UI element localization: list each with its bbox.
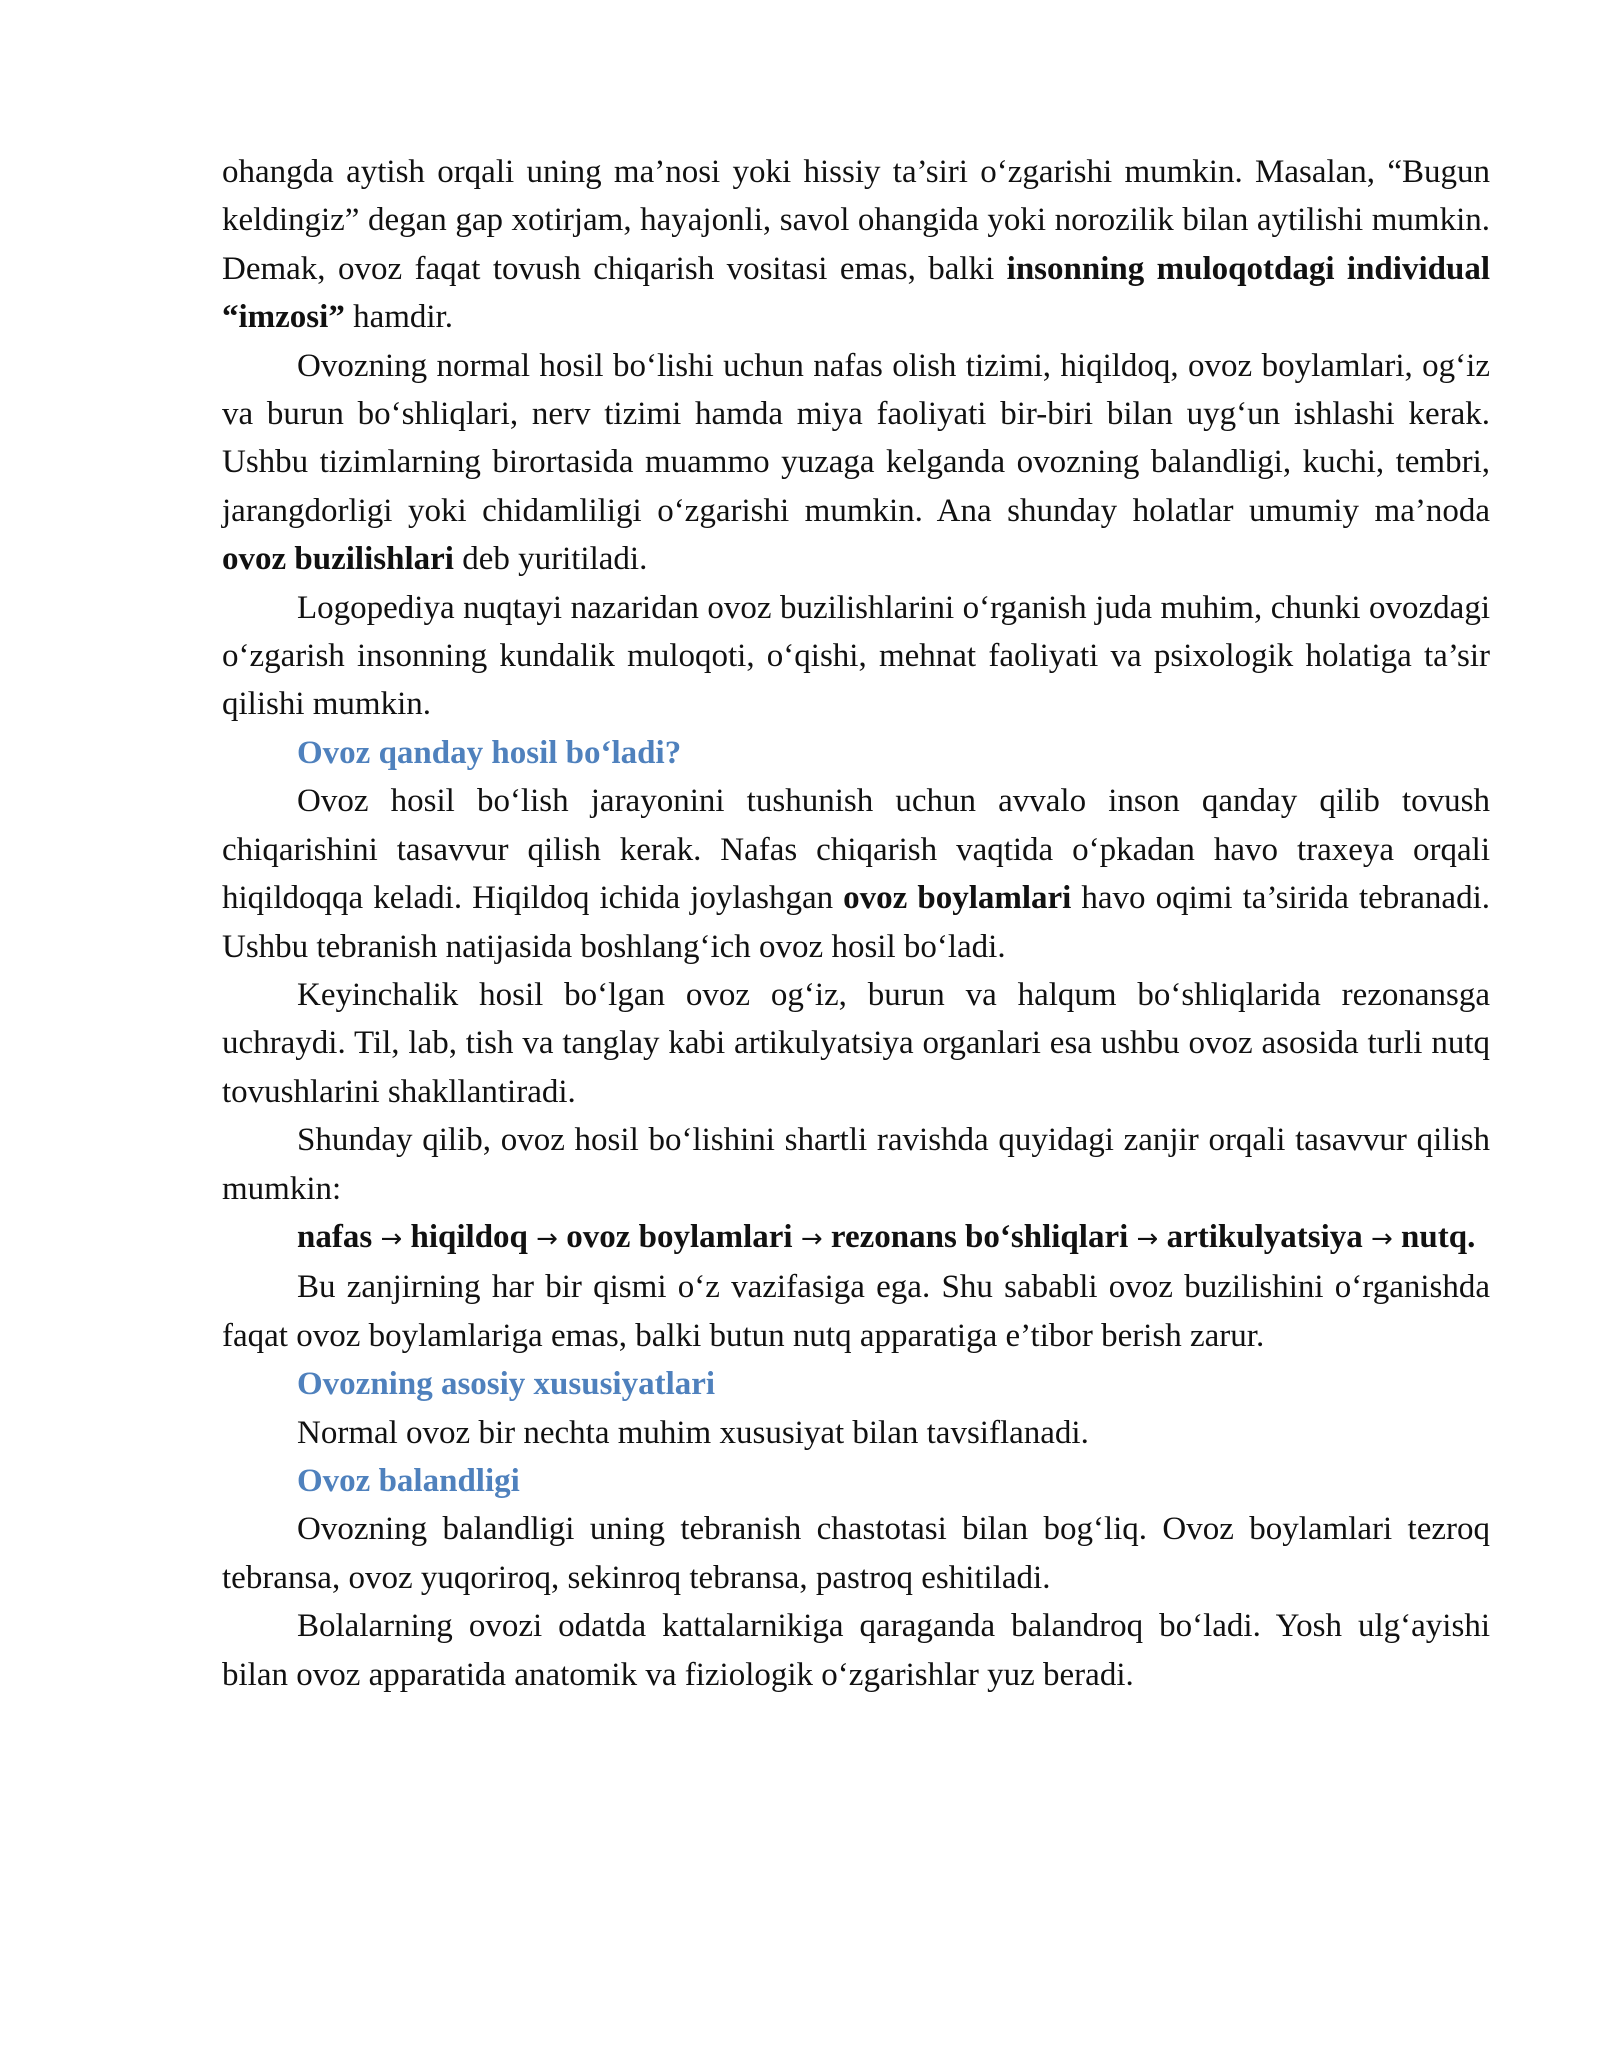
paragraph-4-text-a: Ovoz hosil bo‘lish jarayonini tushunish uchun avvalo inson qanday qilib tovush chiqarishini tasavvur qilish kerak. Nafas chiqarish vaqtida o‘pkadan havo traxeya orqali hiqildoqqa keladi. Hiqildoq ichida joylashgan [222,783,1490,917]
paragraph-2-bold: ovoz buzilishlari [222,541,454,578]
section-heading-voice-properties: Ovozning asosiy xususiyatlari [297,1366,716,1403]
paragraph-5: Keyinchalik hosil bo‘lgan ovoz og‘iz, burun va halqum bo‘shliqlarida rezonansga uchraydi. Til, lab, tish va tanglay kabi artikulyatsiya organlari esa ushbu ovoz asosida turli nutq tovushlarini shakllantiradi. [222,976,1490,1110]
chain-item-articulation: artikulyatsiya [1166,1218,1363,1255]
arrow-icon: → [1136,1223,1159,1254]
arrow-icon: → [1371,1223,1393,1254]
arrow-icon: → [380,1223,403,1254]
paragraph-3: Logopediya nuqtayi nazaridan ovoz buzilishlarini o‘rganish juda muhim, chunki ovozdagi o‘zgarish insonning kundalik muloqoti, o‘qishi, mehnat faoliyati va psixologik holatiga ta’sir qilishi mumkin. [222,589,1490,723]
paragraph-1-text-a: ohangda aytish orqali uning ma’nosi yoki hissiy ta’siri o‘zgarishi mumkin. Masalan, “Bugun keldingiz” degan gap xotirjam, hayajonli, savol ohangida yoki norozilik bilan aytilishi mumkin. Demak, ovoz faqat tovush chiqarish vositasi emas, balki [222,154,1490,287]
paragraph-2-text-b: deb yuritiladi. [453,541,648,578]
chain-item-larynx: hiqildoq [410,1218,528,1255]
paragraph-1-bold: insonning muloqotdagi individual “imzosi” [222,250,1490,336]
section-heading-voice-pitch: Ovoz balandligi [297,1462,520,1499]
chain-item-speech: nutq. [1401,1218,1476,1255]
arrow-icon: → [536,1223,558,1254]
chain-item-resonance: rezonans bo‘shliqlari [830,1218,1129,1255]
document-page [222,148,1490,1699]
paragraph-1-text-b: hamdir. [344,299,453,336]
paragraph-10: Bolalarning ovozi odatda kattalarnikiga qaraganda balandroq bo‘ladi. Yosh ulg‘ayishi bilan ovoz apparatida anatomik va fiziologik o‘zgarishlar yuz beradi. [222,1608,1490,1693]
paragraph-2 [222,342,1490,584]
paragraph-6: Shunday qilib, ovoz hosil bo‘lishini shartli ravishda quyidagi zanjir orqali tasavvur qilish mumkin: [222,1122,1490,1207]
paragraph-2-text-a: Ovozning normal hosil bo‘lishi uchun nafas olish tizimi, hiqildoq, ovoz boylamlari, og‘iz va burun bo‘shliqlari, nerv tizimi hamda miya faoliyati bir-biri bilan uyg‘un ishlashi kerak. Ushbu tizimlarning birortasida muammo yuzaga kelganda ovozning balandligi, kuchi, tembri, jarangdorligi yoki chidamliligi o‘zgarishi mumkin. Ana shunday holatlar umumiy ma’noda [222,347,1490,529]
paragraph-4-text-b: havo oqimi ta’sirida tebranadi. Ushbu tebranish natijasida boshlang‘ich ovoz hosil bo‘ladi. [222,880,1490,965]
paragraph-4 [222,777,1490,971]
voice-chain [222,1213,1490,1263]
chain-item-breath: nafas [297,1218,373,1255]
paragraph-1 [222,148,1490,342]
paragraph-7: Bu zanjirning har bir qismi o‘z vazifasiga ega. Shu sababli ovoz buzilishini o‘rganishda faqat ovoz boylamlariga emas, balki butun nutq apparatiga e’tibor berish zarur. [222,1269,1490,1354]
chain-item-vocal-folds: ovoz boylamlari [566,1218,793,1255]
section-heading-voice-formation: Ovoz qanday hosil bo‘ladi? [297,734,682,771]
paragraph-8: Normal ovoz bir nechta muhim xususiyat bilan tavsiflanadi. [297,1414,1089,1451]
paragraph-9: Ovozning balandligi uning tebranish chastotasi bilan bog‘liq. Ovoz boylamlari tezroq tebransa, ovoz yuqoriroq, sekinroq tebransa, pastroq eshitiladi. [222,1511,1490,1596]
paragraph-4-bold: ovoz boylamlari [843,880,1072,917]
arrow-icon: → [800,1223,823,1254]
